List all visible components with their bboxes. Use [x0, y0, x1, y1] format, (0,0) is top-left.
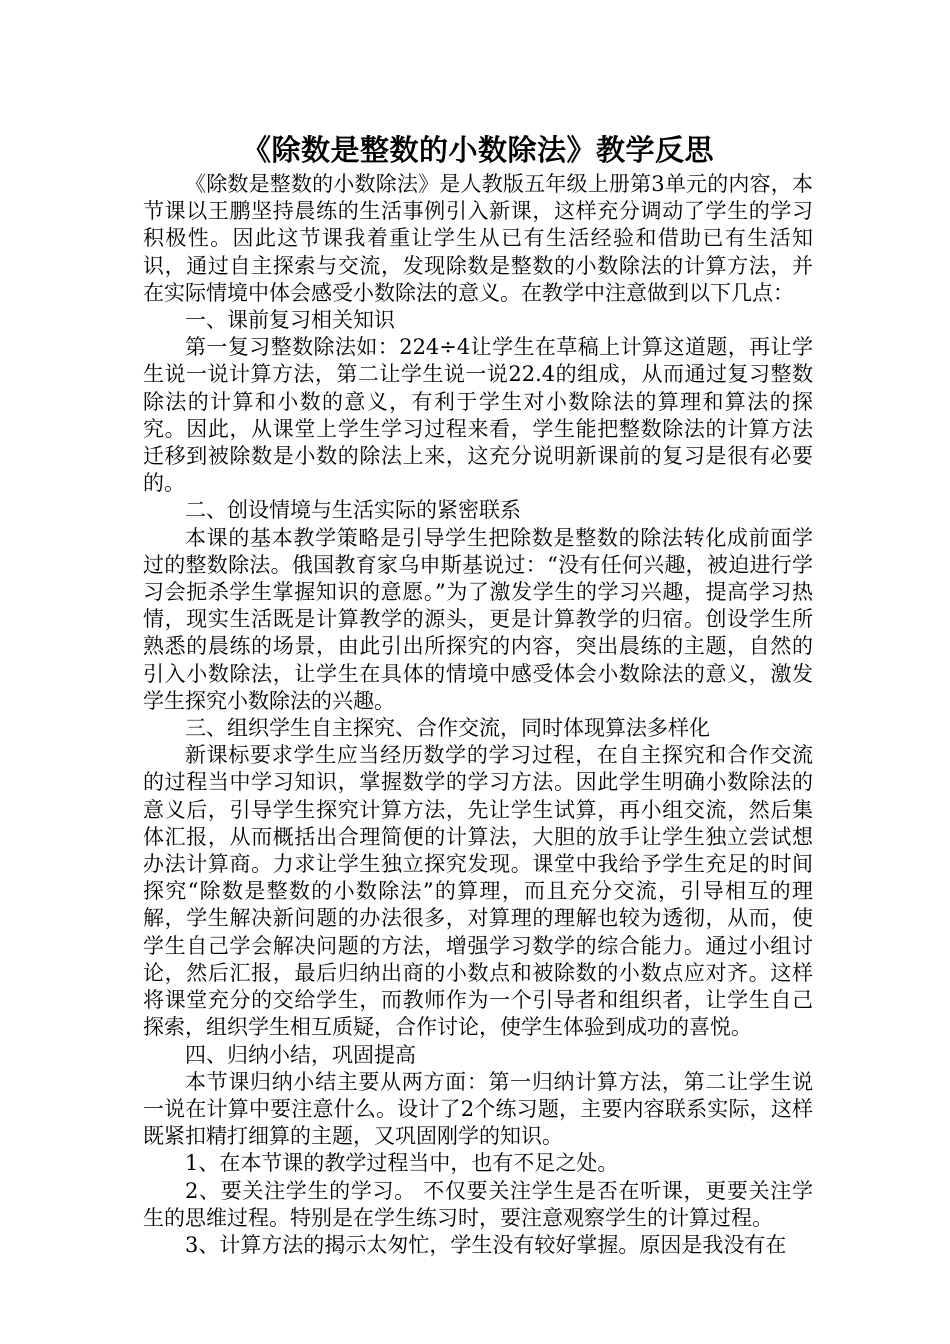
section-paragraph-1: 第一复习整数除法如：224÷4让学生在草稿上计算这道题，再让学生说一说计算方法，第二让学生说一说22.4的组成，从而通过复习整数除法的计算和小数的意义，有利于学生对小数除法的算理和算法的探究。因此，从课堂上学生学习过程来看，学生能把整数除法的计算方法迁移到被除数是小数的除法上来，这充分说明新课前的复习是很有必要的。 [143, 335, 813, 496]
reflection-item-3: 3、计算方法的揭示太匆忙，学生没有较好掌握。原因是我没有在 [185, 1232, 787, 1257]
section-heading-1: 一、课前复习相关知识 [185, 308, 395, 333]
section-heading-2: 二、创设情境与生活实际的紧密联系 [185, 498, 521, 523]
section-paragraph-2: 本课的基本教学策略是引导学生把除数是整数的除法转化成前面学过的整数除法。俄国教育家乌申斯基说过：“没有任何兴趣，被迫进行学习会扼杀学生掌握知识的意愿。”为了激发学生的学习兴趣，提高学习热情，现实生活既是计算教学的源头，更是计算教学的归宿。创设学生所熟悉的晨练的场景，由此引出所探究的内容，突出晨练的主题，自然的引入小数除法，让学生在具体的情境中感受体会小数除法的意义，激发学生探究小数除法的兴趣。 [143, 525, 813, 713]
reflection-item-2: 2、要关注学生的学习。 不仅要关注学生是否在听课，更要关注学生的思维过程。特别是在学生练习时，要注意观察学生的计算过程。 [143, 1178, 813, 1230]
section-heading-4: 四、归纳小结，巩固提高 [185, 1042, 416, 1067]
section-paragraph-4: 本节课归纳小结主要从两方面：第一归纳计算方法，第二让学生说一说在计算中要注意什么。设计了2个练习题，主要内容联系实际，这样既紧扣精打细算的主题，又巩固刚学的知识。 [143, 1069, 813, 1149]
section-heading-3: 三、组织学生自主探究、合作交流，同时体现算法多样化 [185, 716, 710, 741]
section-paragraph-3: 新课标要求学生应当经历数学的学习过程，在自主探究和合作交流的过程当中学习知识，掌握数学的学习方法。因此学生明确小数除法的意义后，引导学生探究计算方法，先让学生试算，再小组交流，然后集体汇报，从而概括出合理简便的计算法，大胆的放手让学生独立尝试想办法计算商。力求让学生独立探究发现。课堂中我给予学生充足的时间探究“除数是整数的小数除法”的算理，而且充分交流，引导相互的理解，学生解决新问题的办法很多，对算理的理解也较为透彻，从而，使学生自己学会解决问题的方法，增强学习数学的综合能力。通过小组讨论，然后汇报，最后归纳出商的小数点和被除数的小数点应对齐。这样将课堂充分的交给学生，而教师作为一个引导者和组织者，让学生自己探索，组织学生相互质疑，合作讨论，使学生体验到成功的喜悦。 [143, 743, 813, 1040]
document-body [143, 171, 813, 1259]
reflection-item-1: 1、在本节课的教学过程当中，也有不足之处。 [185, 1151, 619, 1176]
document-page [143, 132, 813, 1259]
intro-paragraph: 《除数是整数的小数除法》是人教版五年级上册第3单元的内容，本节课以王鹏坚持晨练的生活事例引入新课，这样充分调动了学生的学习积极性。因此这节课我着重让学生从已有生活经验和借助已有生活知识，通过自主探索与交流，发现除数是整数的小数除法的计算方法，并在实际情境中体会感受小数除法的意义。在教学中注意做到以下几点： [143, 172, 813, 305]
document-title: 《除数是整数的小数除法》教学反思 [241, 133, 714, 167]
